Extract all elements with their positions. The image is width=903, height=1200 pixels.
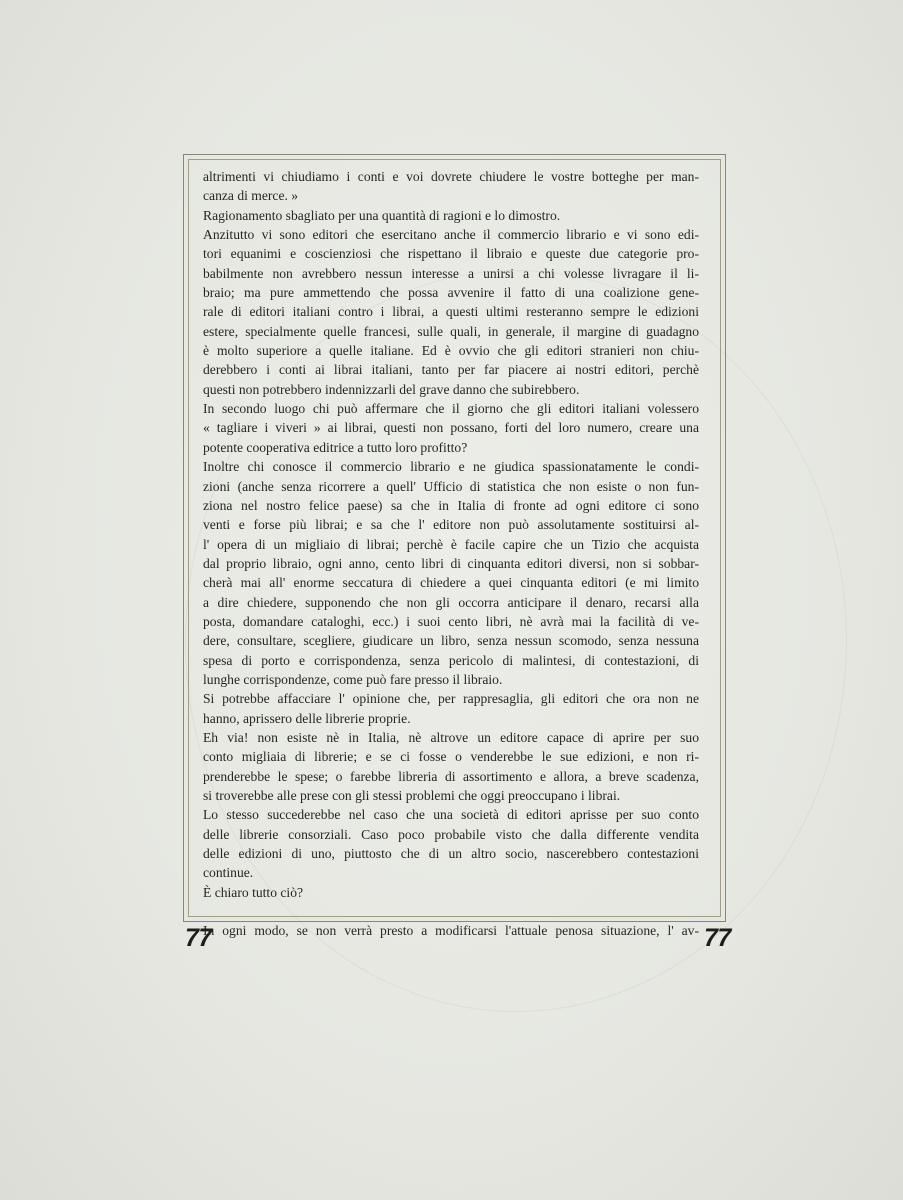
text-line: hanno, aprissero delle librerie proprie. bbox=[203, 710, 411, 726]
text-line: conto migliaia di librerie; e se ci fosse o venderebbe le sue edizioni, e non ri- bbox=[203, 749, 699, 765]
text-line: Ragionamento sbagliato per una quantità di ragioni e lo dimostro. bbox=[203, 207, 561, 223]
text-line: potente cooperativa editrice a tutto loro profitto? bbox=[203, 439, 468, 455]
text-line: è molto superiore a quelle italiane. Ed è ovvio che gli editori stranieri non chiu- bbox=[203, 343, 699, 359]
text-line: zioni (anche senza ricorrere a quell' Ufficio di statistica che non esiste o non fun- bbox=[203, 478, 699, 494]
text-line: estere, specialmente quelle francesi, sulle quali, in generale, il margine di guadagno bbox=[203, 323, 699, 339]
text-line: prenderebbe le spese; o farebbe libreria di assortimento e allora, a breve scadenza, bbox=[203, 768, 699, 784]
page-number-right: 77 bbox=[704, 924, 731, 952]
text-line: canza di merce. » bbox=[203, 188, 299, 204]
text-line: a dire chiedere, supponendo che non gli occorra anticipare il denaro, recarsi alla bbox=[203, 594, 699, 610]
text-line: rale di editori italiani contro i librai, a questi ultimi resteranno sempre le edizioni bbox=[203, 304, 699, 320]
text-line: tori equanimi e coscienziosi che rispettano il libraio e queste due categorie pro- bbox=[203, 246, 699, 262]
text-line: In ogni modo, se non verrà presto a modificarsi l'attuale penosa situazione, l' av- bbox=[203, 923, 699, 939]
text-line: delle librerie consorziali. Caso poco probabile visto che dalla differente vendita bbox=[203, 826, 699, 842]
text-line: delle edizioni di uno, piuttosto che di un altro socio, nascerebbero contestazioni bbox=[203, 846, 699, 862]
text-line: questi non potrebbero indennizzarli del grave danno che subirebbero. bbox=[203, 381, 580, 397]
text-line: Lo stesso succederebbe nel caso che una società di editori aprisse per suo conto bbox=[203, 807, 699, 823]
text-line: Eh via! non esiste nè in Italia, nè altrove un editore capace di aprire per suo bbox=[203, 729, 699, 745]
text-line: Si potrebbe affacciare l' opinione che, per rappresaglia, gli editori che ora non ne bbox=[203, 691, 699, 707]
text-line: venti e forse più librai; e sa che l' editore non può assolutamente sostituirsi al- bbox=[203, 517, 699, 533]
text-line: altrimenti vi chiudiamo i conti e voi dovrete chiudere le vostre botteghe per man- bbox=[203, 169, 699, 184]
page-number-left: 77 bbox=[185, 924, 212, 952]
text-line: dere, consultare, scegliere, giudicare un libro, senza nessun scomodo, senza nessuna bbox=[203, 633, 699, 649]
text-line: Inoltre chi conosce il commercio librario e ne giudica spassionatamente le condi- bbox=[203, 459, 699, 475]
text-line: l' opera di un migliaio di librai; perchè è facile capire che un Tizio che acquista bbox=[203, 536, 699, 552]
text-line: lunghe corrispondenze, come può fare presso il libraio. bbox=[203, 671, 503, 687]
text-line: « tagliare i viveri » ai librai, questi non possano, forti del loro numero, creare una bbox=[203, 420, 699, 436]
text-line: dal proprio libraio, ogni anno, cento libri di cinquanta editori diversi, non si sobbar- bbox=[203, 555, 699, 571]
text-line: posta, domandare cataloghi, ecc.) i suoi cento libri, nè avrà mai la facilità di ve- bbox=[203, 613, 699, 629]
text-line: continue. bbox=[203, 865, 254, 881]
text-line: È chiaro tutto ciò? bbox=[203, 884, 304, 900]
text-line: derebbero i conti ai librai italiani, tanto per far piacere ai nostri editori, perchè bbox=[203, 362, 699, 378]
text-line: babilmente non avrebbero nessun interesse a unirsi a chi volesse livragare il li- bbox=[203, 265, 699, 281]
text-line: spesa di porto e corrispondenza, senza pericolo di malintesi, di contestazioni, di bbox=[203, 652, 699, 668]
text-line: si troverebbe alle prese con gli stessi problemi che oggi preoccupano i librai. bbox=[203, 788, 621, 803]
text-line: ziona nel nostro felice paese) sa che in Italia di fronte ad ogni editore ci sono bbox=[203, 497, 699, 513]
text-line: In secondo luogo chi può affermare che il giorno che gli editori italiani volessero bbox=[203, 401, 699, 417]
text-line: braio; ma pure ammettendo che possa avvenire il fatto di una coalizione gene- bbox=[203, 285, 699, 301]
body-text bbox=[203, 167, 699, 940]
text-line: cherà mai all' enorme seccatura di chiedere a quei cinquanta editori (e mi limito bbox=[203, 575, 699, 591]
text-line: Anzitutto vi sono editori che esercitano anche il commercio librario e vi sono edi- bbox=[203, 227, 699, 243]
